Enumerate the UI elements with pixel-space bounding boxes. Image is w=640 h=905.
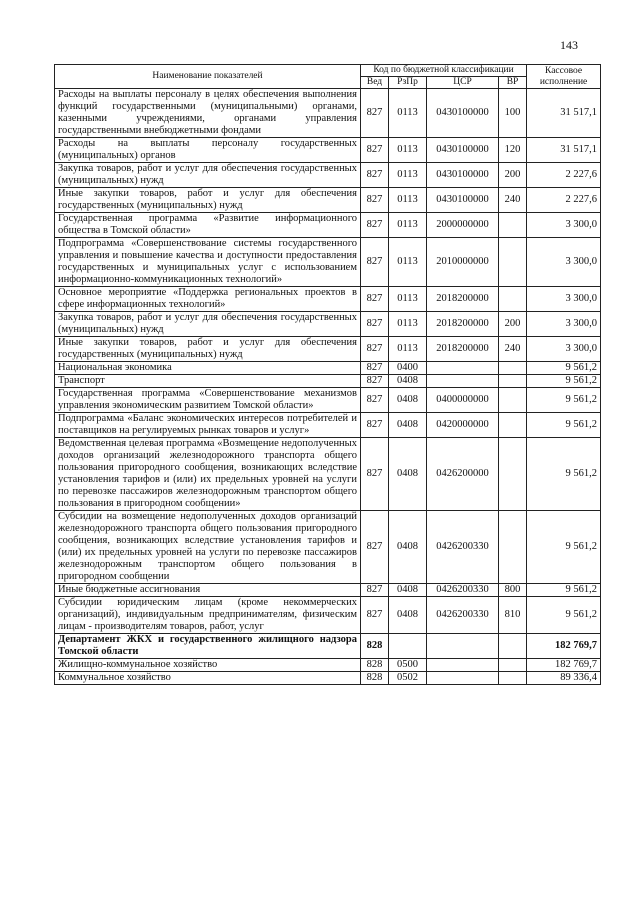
row-ved: 827: [361, 188, 389, 213]
row-ved: 827: [361, 213, 389, 238]
table-row: [55, 672, 601, 685]
header-vr: ВР: [499, 77, 527, 89]
row-name: Государственная программа «Развитие информационного общества в Томской области»: [55, 213, 361, 238]
row-amount: 3 300,0: [527, 312, 601, 337]
row-vr: [499, 634, 527, 659]
row-vr: 100: [499, 89, 527, 138]
table-row: [55, 312, 601, 337]
row-rzpr: 0408: [389, 388, 427, 413]
table-row: [55, 287, 601, 312]
row-amount: 9 561,2: [527, 375, 601, 388]
row-name: Закупка товаров, работ и услуг для обеспечения государственных (муниципальных) нужд: [55, 312, 361, 337]
row-vr: 120: [499, 138, 527, 163]
table-row: [55, 584, 601, 597]
header-csr: ЦСР: [427, 77, 499, 89]
row-amount: 9 561,2: [527, 413, 601, 438]
row-amount: 2 227,6: [527, 163, 601, 188]
row-vr: [499, 388, 527, 413]
row-vr: 800: [499, 584, 527, 597]
row-ved: 828: [361, 672, 389, 685]
table-row: [55, 138, 601, 163]
row-amount: 2 227,6: [527, 188, 601, 213]
table-row: [55, 438, 601, 511]
row-csr: 0420000000: [427, 413, 499, 438]
row-csr: [427, 362, 499, 375]
row-name: Транспорт: [55, 375, 361, 388]
row-ved: 827: [361, 238, 389, 287]
row-rzpr: 0502: [389, 672, 427, 685]
row-vr: [499, 413, 527, 438]
row-name: Ведомственная целевая программа «Возмещение недополученных доходов организаций железнодорожного транспорта общего пользования пригородного сообщения, возникающих вследствие установления тарифов и (или) их предельных уровней на услуги по перевозке пассажиров железнодорожным транспортом общего пользования в пригородном сообщении»: [55, 438, 361, 511]
row-vr: 240: [499, 337, 527, 362]
budget-table: [54, 64, 601, 685]
row-amount: 9 561,2: [527, 438, 601, 511]
row-rzpr: 0408: [389, 597, 427, 634]
row-csr: 0400000000: [427, 388, 499, 413]
row-amount: 3 300,0: [527, 238, 601, 287]
page-number: 143: [560, 38, 578, 52]
row-csr: 2010000000: [427, 238, 499, 287]
row-rzpr: 0113: [389, 238, 427, 287]
row-csr: 0430100000: [427, 138, 499, 163]
row-amount: 182 769,7: [527, 634, 601, 659]
row-csr: 0426200330: [427, 511, 499, 584]
row-vr: [499, 511, 527, 584]
row-vr: 200: [499, 312, 527, 337]
row-name: Основное мероприятие «Поддержка региональных проектов в сфере информационных технологий»: [55, 287, 361, 312]
table-row: [55, 388, 601, 413]
row-vr: [499, 287, 527, 312]
table-row: [55, 337, 601, 362]
row-ved: 827: [361, 375, 389, 388]
row-csr: 0430100000: [427, 163, 499, 188]
row-csr: 0426200330: [427, 597, 499, 634]
row-name: Иные закупки товаров, работ и услуг для обеспечения государственных (муниципальных) нужд: [55, 337, 361, 362]
row-ved: 827: [361, 337, 389, 362]
row-csr: 0430100000: [427, 188, 499, 213]
row-vr: [499, 438, 527, 511]
row-rzpr: 0113: [389, 312, 427, 337]
row-amount: 31 517,1: [527, 138, 601, 163]
header-name: Наименование показателей: [55, 65, 361, 89]
row-rzpr: 0408: [389, 584, 427, 597]
row-ved: 827: [361, 597, 389, 634]
table-row: [55, 375, 601, 388]
row-amount: 9 561,2: [527, 362, 601, 375]
header-ved: Вед: [361, 77, 389, 89]
row-vr: 240: [499, 188, 527, 213]
row-name: Субсидии на возмещение недополученных доходов организаций железнодорожного транспорта общего пользования пригородного сообщения, возникающих вследствие установления тарифов и (или) их предельных уровней на услуги по перевозке пассажиров железнодорожным транспортом общего пользования в пригородном сообщении: [55, 511, 361, 584]
row-rzpr: 0113: [389, 337, 427, 362]
row-rzpr: 0113: [389, 213, 427, 238]
row-csr: 2018200000: [427, 312, 499, 337]
table-row: [55, 413, 601, 438]
row-csr: 2000000000: [427, 213, 499, 238]
row-ved: 827: [361, 438, 389, 511]
row-rzpr: 0113: [389, 89, 427, 138]
row-ved: 827: [361, 362, 389, 375]
row-csr: 2018200000: [427, 287, 499, 312]
row-name: Закупка товаров, работ и услуг для обеспечения государственных (муниципальных) нужд: [55, 163, 361, 188]
row-ved: 828: [361, 659, 389, 672]
row-name: Подпрограмма «Совершенствование системы государственного управления и повышение качества и доступности предоставления государственных и муниципальных услуг с использованием информационно-коммуникационных технологий»: [55, 238, 361, 287]
row-amount: 3 300,0: [527, 213, 601, 238]
row-rzpr: 0113: [389, 287, 427, 312]
row-ved: 827: [361, 511, 389, 584]
table-row: [55, 89, 601, 138]
row-name: Коммунальное хозяйство: [55, 672, 361, 685]
row-name: Департамент ЖКХ и государственного жилищного надзора Томской области: [55, 634, 361, 659]
row-ved: 827: [361, 89, 389, 138]
row-csr: [427, 375, 499, 388]
row-csr: [427, 659, 499, 672]
row-ved: 828: [361, 634, 389, 659]
row-name: Национальная экономика: [55, 362, 361, 375]
row-amount: 9 561,2: [527, 511, 601, 584]
row-name: Расходы на выплаты персоналу государственных (муниципальных) органов: [55, 138, 361, 163]
row-csr: [427, 672, 499, 685]
row-csr: [427, 634, 499, 659]
row-amount: 9 561,2: [527, 584, 601, 597]
table-row: [55, 188, 601, 213]
row-rzpr: 0408: [389, 413, 427, 438]
row-amount: 3 300,0: [527, 287, 601, 312]
row-rzpr: 0500: [389, 659, 427, 672]
header-rzpr: РзПр: [389, 77, 427, 89]
row-name: Иные закупки товаров, работ и услуг для обеспечения государственных (муниципальных) нужд: [55, 188, 361, 213]
table-row: [55, 213, 601, 238]
row-rzpr: 0408: [389, 375, 427, 388]
header-code-group: Код по бюджетной классификации: [361, 65, 527, 77]
row-rzpr: [389, 634, 427, 659]
row-name: Жилищно-коммунальное хозяйство: [55, 659, 361, 672]
row-name: Государственная программа «Совершенствование механизмов управления экономическим развитием Томской области»: [55, 388, 361, 413]
row-ved: 827: [361, 388, 389, 413]
row-ved: 827: [361, 312, 389, 337]
row-csr: 0426200330: [427, 584, 499, 597]
table-row: [55, 659, 601, 672]
row-rzpr: 0400: [389, 362, 427, 375]
header-amount: Кассовое исполнение: [527, 65, 601, 89]
table-row: [55, 362, 601, 375]
row-name: Подпрограмма «Баланс экономических интересов потребителей и поставщиков на регулируемых рынках товаров и услуг»: [55, 413, 361, 438]
row-amount: 182 769,7: [527, 659, 601, 672]
table-body: [55, 89, 601, 685]
row-vr: [499, 238, 527, 287]
row-amount: 89 336,4: [527, 672, 601, 685]
row-rzpr: 0408: [389, 511, 427, 584]
row-csr: 0430100000: [427, 89, 499, 138]
row-vr: [499, 213, 527, 238]
row-rzpr: 0113: [389, 188, 427, 213]
table-row: [55, 511, 601, 584]
row-vr: 200: [499, 163, 527, 188]
row-name: Субсидии юридическим лицам (кроме некоммерческих организаций), индивидуальным предпринимателям, физическим лицам - производителям товаров, работ, услуг: [55, 597, 361, 634]
row-csr: 2018200000: [427, 337, 499, 362]
row-vr: [499, 362, 527, 375]
row-rzpr: 0408: [389, 438, 427, 511]
table-row: [55, 597, 601, 634]
row-vr: 810: [499, 597, 527, 634]
row-ved: 827: [361, 584, 389, 597]
row-amount: 9 561,2: [527, 388, 601, 413]
row-ved: 827: [361, 413, 389, 438]
row-name: Расходы на выплаты персоналу в целях обеспечения выполнения функций государственными (муниципальными) органами, казенными учреждениями, органами управления государственными внебюджетными фондами: [55, 89, 361, 138]
row-ved: 827: [361, 287, 389, 312]
row-amount: 31 517,1: [527, 89, 601, 138]
row-rzpr: 0113: [389, 163, 427, 188]
row-amount: 9 561,2: [527, 597, 601, 634]
row-amount: 3 300,0: [527, 337, 601, 362]
row-ved: 827: [361, 163, 389, 188]
row-name: Иные бюджетные ассигнования: [55, 584, 361, 597]
row-ved: 827: [361, 138, 389, 163]
table-row: [55, 163, 601, 188]
row-rzpr: 0113: [389, 138, 427, 163]
row-vr: [499, 375, 527, 388]
table-row: [55, 634, 601, 659]
table-row: [55, 238, 601, 287]
row-vr: [499, 659, 527, 672]
row-csr: 0426200000: [427, 438, 499, 511]
row-vr: [499, 672, 527, 685]
